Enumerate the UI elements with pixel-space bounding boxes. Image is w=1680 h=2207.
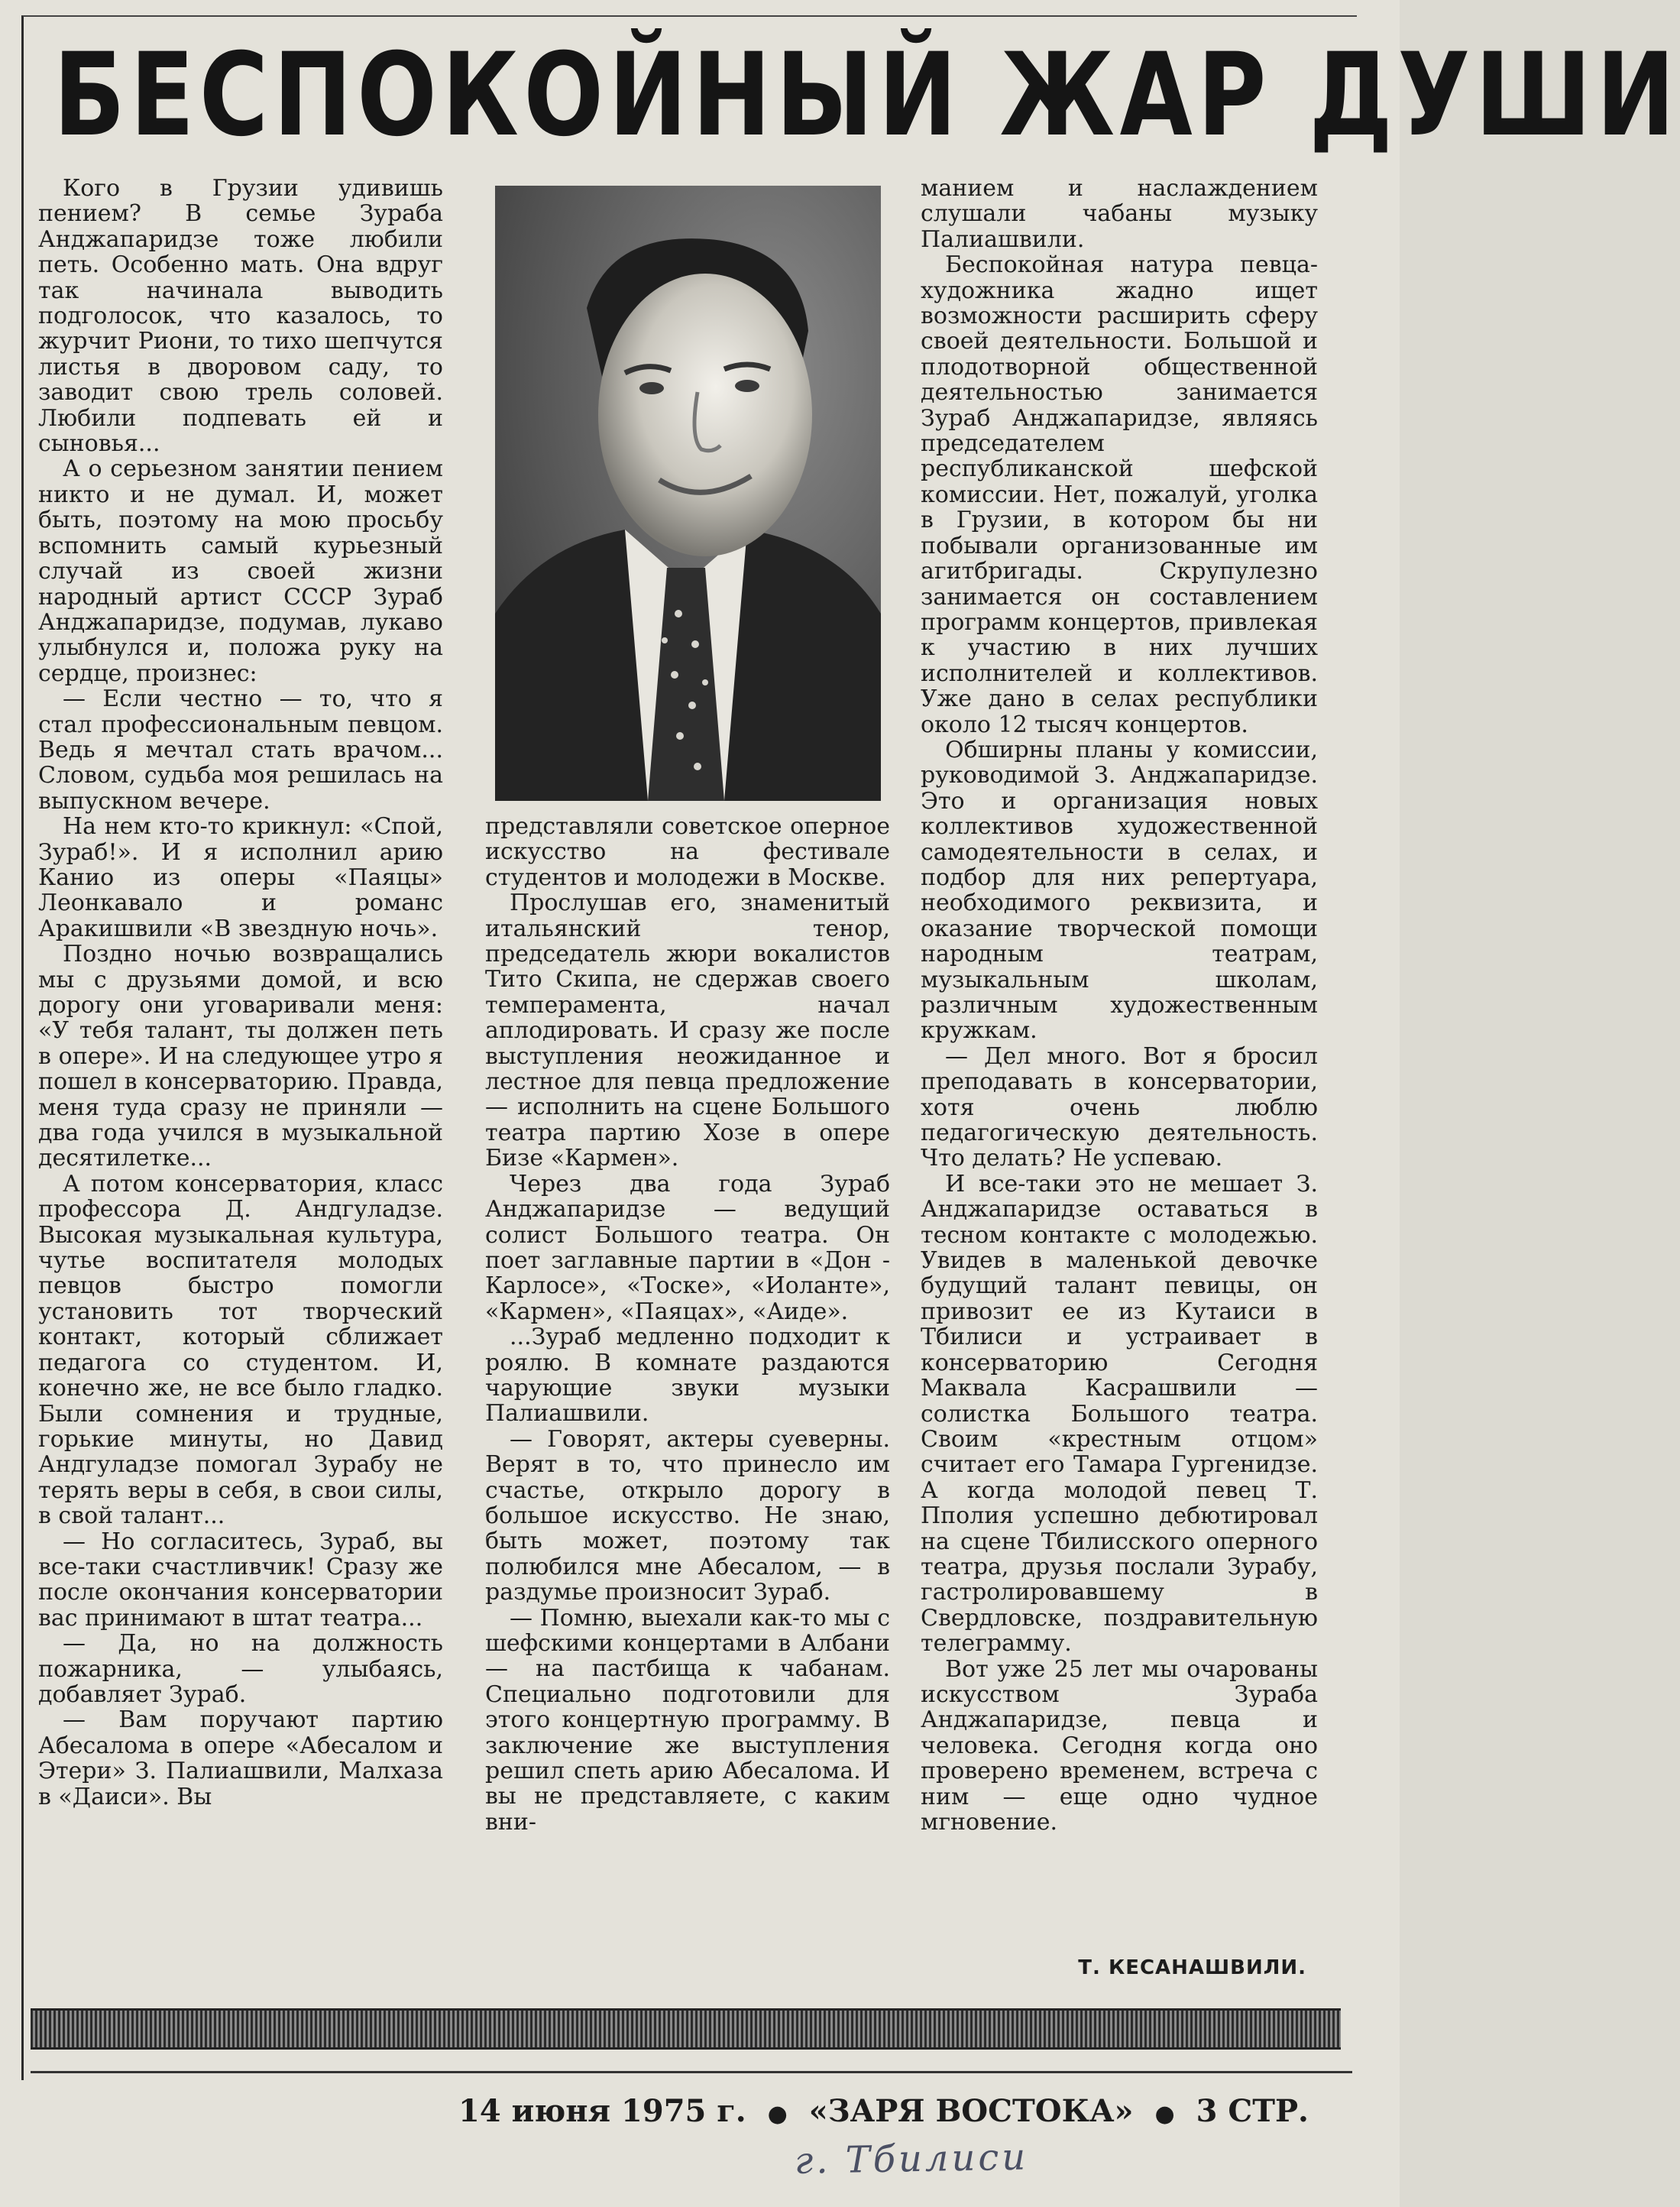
portrait-photo <box>495 186 881 801</box>
article-column-1 <box>38 176 443 1964</box>
bullet-icon: ● <box>767 2101 788 2128</box>
paragraph: Прослушав его, знаменитый итальянский тенор, председатель жюри вокалистов Тито Скипа, не сдержав своего темперамента, начал аплодировать. И сразу же после выступления неожиданное и лестное для певца предложение — исполнить на сцене Большого театра партию Хозе в опере Бизе «Кармен». <box>485 890 890 1172</box>
handwritten-note: г. Тбилиси <box>794 2135 1029 2183</box>
bullet-icon: ● <box>1154 2101 1175 2128</box>
paragraph: Беспокойная натура певца-художника жадно ищет возможности расширить сферу своей деятельности. Большой и плодотворной общественной деятельностью занимается Зураб Анджапаридзе, являясь председателем республиканской шефской комиссии. Нет, пожалуй, уголка в Грузии, в котором бы ни побывали организованные им агитбригады. Скрупулезно занимается он составлением программ концертов, привлекая к участию в них лучших исполнителей и коллективов. Уже дано в селах республики около 12 тысяч концертов. <box>921 251 1318 738</box>
newspaper-name: «ЗАРЯ ВОСТОКА» <box>808 2093 1134 2129</box>
paragraph: манием и наслаждением слушали чабаны музыку Палиашвили. <box>921 175 1318 253</box>
decorative-rule <box>31 2008 1341 2050</box>
paragraph: — Говорят, актеры суеверны. Верят в то, что принесло им счастье, открыло дорогу в большое искусство. Не знаю, быть может, поэтому так полюбился мне Абесалом, — в раздумье произносит Зураб. <box>485 1425 890 1606</box>
paragraph: — Помню, выехали как-то мы с шефскими концертами в Албани — на пастбища к чабанам. Специально подготовили для этого концертную программу. В заключение же выступления решил спеть арию Абесалома. И вы не представляете, с каким вни- <box>485 1604 890 1836</box>
footer-divider <box>31 2071 1352 2073</box>
paragraph: А о серьезном занятии пением никто и не думал. И, может быть, поэтому на мою просьбу вспомнить самый курьезный случай из своей жизни народный артист СССР Зураб Анджапаридзе, подумав, лукаво улыбнулся и, положа руку на сердце, произнес: <box>38 455 443 687</box>
author-signature: Т. КЕСАНАШВИЛИ. <box>1078 1956 1306 1979</box>
paragraph: Через два года Зураб Анджапаридзе — ведущий солист Большого театра. Он поет заглавные партии в «Дон - Карлосе», «Тоске», «Иоланте», «Кармен», «Паяцах», «Аиде». <box>485 1170 890 1325</box>
article-headline: БЕСПОКОЙНЫЙ ЖАР ДУШИ <box>53 29 1680 162</box>
paragraph: Кого в Грузии удивишь пением? В семье Зураба Анджапаридзе тоже любили петь. Особенно мать. Она вдруг так начинала выводить подголосок, что казалось, то журчит Риони, то тихо шепчутся листья в дворовом саду, то заводит свою трель соловей. Любили подпевать ей и сыновья... <box>38 175 443 458</box>
paragraph: Поздно ночью возвращались мы с друзьями домой, и всю дорогу они уговаривали меня: «У тебя талант, ты должен петь в опере». И на следующее утро я пошел в консерваторию. Правда, меня туда сразу не приняли — два года учился в музыкальной десятилетке... <box>38 941 443 1172</box>
issue-date: 14 июня 1975 г. <box>458 2093 746 2129</box>
paragraph: ...Зураб медленно подходит к роялю. В комнате раздаются чарующие звуки музыки Палиашвили. <box>485 1324 890 1428</box>
paragraph: И все-таки это не мешает З. Анджапаридзе оставаться в тесном контакте с молодежью. Увидев в маленькой девочке будущий талант певицы, он привозит ее из Кутаиси в Тбилиси и устраивает в консерваторию Сегодня Маквала Касрашвили — солистка Большого театра. Своим «крестным отцом» считает его Тамара Гургенидзе. А когда молодой певец Т. Пполия успешно дебютировал на сцене Тбилисского оперного театра, друзья послали Зурабу, гастролировавшему в Свердловске, поздравительную телеграмму. <box>921 1170 1318 1658</box>
paragraph: представляли советское оперное искусство на фестивале студентов и молодежи в Москве. <box>485 813 890 891</box>
paragraph: — Дел много. Вот я бросил преподавать в консерватории, хотя очень люблю педагогическую деятельность. Что делать? Не успеваю. <box>921 1042 1318 1172</box>
paragraph: А потом консерватория, класс профессора Д. Андгуладзе. Высокая музыкальная культура, чутье воспитателя молодых певцов быстро помогли установить тот творческий контакт, который сближает педагога со студентом. И, конечно же, не все было гладко. Были сомнения и трудные, горькие минуты, но Давид Андгуладзе помогал Зурабу не терять веры в себя, в свои силы, в свой талант... <box>38 1170 443 1530</box>
paragraph: На нем кто-то крикнул: «Спой, Зураб!». И я исполнил арию Канио из оперы «Паяцы» Леонкавало и романс Аракишвили «В звездную ночь». <box>38 813 443 942</box>
paragraph: — Если честно — то, что я стал профессиональным певцом. Ведь я мечтал стать врачом... Словом, судьба моя решилась на выпускном вечере. <box>38 685 443 815</box>
paragraph: — Вам поручают партию Абесалома в опере «Абесалом и Этери» З. Палиашвили, Малхаза в «Даиси». Вы <box>38 1706 443 1810</box>
portrait-illustration <box>495 186 881 801</box>
paragraph: Обширны планы у комиссии, руководимой З. Анджапаридзе. Это и организация новых коллективов художественной самодеятельности в селах, и подбор для них репертуара, необходимого реквизита, и оказание творческой помощи народным театрам, музыкальным школам, различным художественным кружкам. <box>921 736 1318 1045</box>
paragraph: Вот уже 25 лет мы очарованы искусством Зураба Анджапаридзе, певца и человека. Сегодня когда оно проверено временем, встреча с ним — еще одно чудное мгновение. <box>921 1655 1318 1836</box>
paragraph: — Да, но на должность пожарника, — улыбаясь, добавляет Зураб. <box>38 1630 443 1708</box>
article-column-3 <box>921 176 1318 1918</box>
paragraph: — Но согласитесь, Зураб, вы все-таки счастливчик! Сразу же после окончания консерватории вас принимают в штат театра... <box>38 1528 443 1632</box>
article-column-2 <box>485 814 890 1964</box>
page-footer <box>458 2090 1360 2133</box>
page-number: 3 СТР. <box>1196 2093 1309 2129</box>
